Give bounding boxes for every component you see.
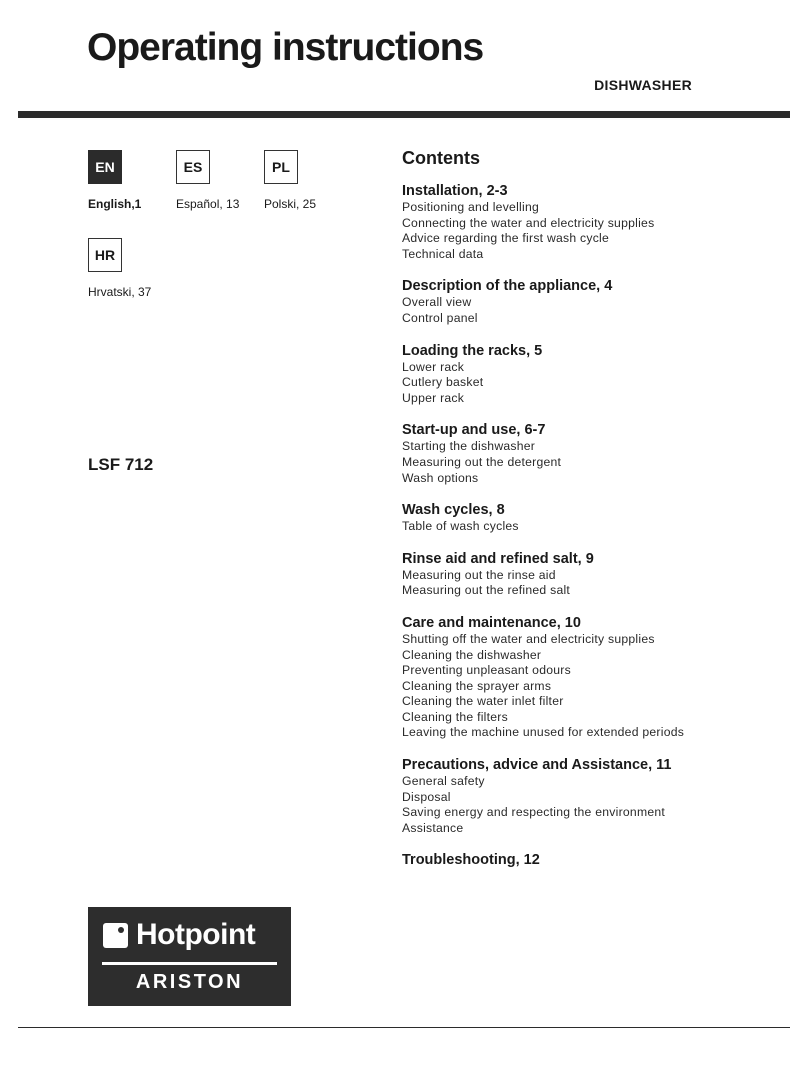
language-code-box[interactable]: HR [88, 238, 122, 272]
section-items [402, 632, 797, 741]
language-code-box[interactable]: EN [88, 150, 122, 184]
page-title: Operating instructions [87, 26, 484, 69]
contents-section [402, 421, 797, 486]
section-items [402, 519, 797, 535]
language-label: Español, 13 [176, 197, 240, 211]
list-item: Cleaning the dishwasher [402, 647, 542, 662]
section-title[interactable]: Care and maintenance, 10 [402, 614, 581, 631]
list-item: Measuring out the detergent [402, 454, 562, 469]
list-item: Overall view [402, 295, 472, 310]
section-title[interactable]: Wash cycles, 8 [402, 502, 505, 519]
product-type-label: DISHWASHER [594, 77, 692, 93]
section-title[interactable]: Precautions, advice and Assistance, 11 [402, 757, 672, 774]
contents-heading: Contents [402, 148, 480, 168]
language-label: Polski, 25 [264, 197, 317, 211]
list-item: Disposal [402, 789, 451, 804]
contents-section [402, 756, 797, 836]
section-title[interactable]: Start-up and use, 6-7 [402, 422, 546, 439]
section-items [402, 774, 797, 836]
section-title[interactable]: Description of the appliance, 4 [402, 278, 613, 295]
list-item: Measuring out the rinse aid [402, 567, 556, 582]
list-item: Advice regarding the first wash cycle [402, 231, 610, 246]
hotpoint-ariston-logo [88, 907, 291, 1006]
contents-section [402, 182, 797, 262]
list-item: Upper rack [402, 390, 465, 405]
contents-section [402, 614, 797, 741]
list-item: Starting the dishwasher [402, 439, 536, 454]
model-number: LSF 712 [88, 455, 154, 474]
language-hr[interactable] [88, 238, 228, 299]
list-item: Assistance [402, 820, 464, 835]
contents-sections [402, 182, 797, 869]
contents-section [402, 550, 797, 599]
list-item: Cutlery basket [402, 375, 484, 390]
section-title[interactable]: Installation, 2-3 [402, 183, 508, 199]
language-label: English,1 [88, 197, 142, 211]
list-item: Table of wash cycles [402, 519, 519, 534]
logo-square-icon [103, 923, 128, 948]
logo-sub-text: ARISTON [135, 971, 244, 993]
section-title[interactable]: Troubleshooting, 12 [402, 852, 540, 869]
language-code-box[interactable]: ES [176, 150, 210, 184]
list-item: Technical data [402, 246, 484, 261]
list-item: Saving energy and respecting the environment [402, 805, 666, 820]
logo-divider [102, 962, 277, 965]
section-items [402, 200, 797, 262]
language-label: Hrvatski, 37 [88, 285, 152, 299]
language-code-box[interactable]: PL [264, 150, 298, 184]
section-title[interactable]: Loading the racks, 5 [402, 342, 543, 359]
list-item: General safety [402, 774, 485, 789]
list-item: Cleaning the water inlet filter [402, 694, 564, 709]
list-item: Cleaning the sprayer arms [402, 678, 552, 693]
list-item: Measuring out the refined salt [402, 583, 571, 598]
section-items [402, 439, 797, 486]
contents-section [402, 342, 797, 407]
section-items [402, 295, 797, 326]
contents-section [402, 277, 797, 326]
contents-section [402, 851, 797, 869]
list-item: Shutting off the water and electricity supplies [402, 631, 655, 646]
logo-brand-text: Hotpoint [136, 918, 256, 951]
footer-divider [18, 1027, 790, 1028]
list-item: Positioning and levelling [402, 200, 540, 214]
list-item: Leaving the machine unused for extended periods [402, 725, 685, 740]
header-divider [18, 111, 790, 118]
list-item: Cleaning the filters [402, 709, 508, 724]
table-of-contents [402, 146, 797, 884]
section-items [402, 568, 797, 599]
section-items [402, 360, 797, 407]
section-title[interactable]: Rinse aid and refined salt, 9 [402, 550, 594, 567]
contents-section [402, 501, 797, 535]
list-item: Wash options [402, 470, 479, 485]
list-item: Preventing unpleasant odours [402, 663, 571, 678]
language-pl[interactable] [264, 150, 404, 211]
list-item: Lower rack [402, 359, 465, 374]
list-item: Control panel [402, 310, 478, 325]
list-item: Connecting the water and electricity supplies [402, 215, 655, 230]
